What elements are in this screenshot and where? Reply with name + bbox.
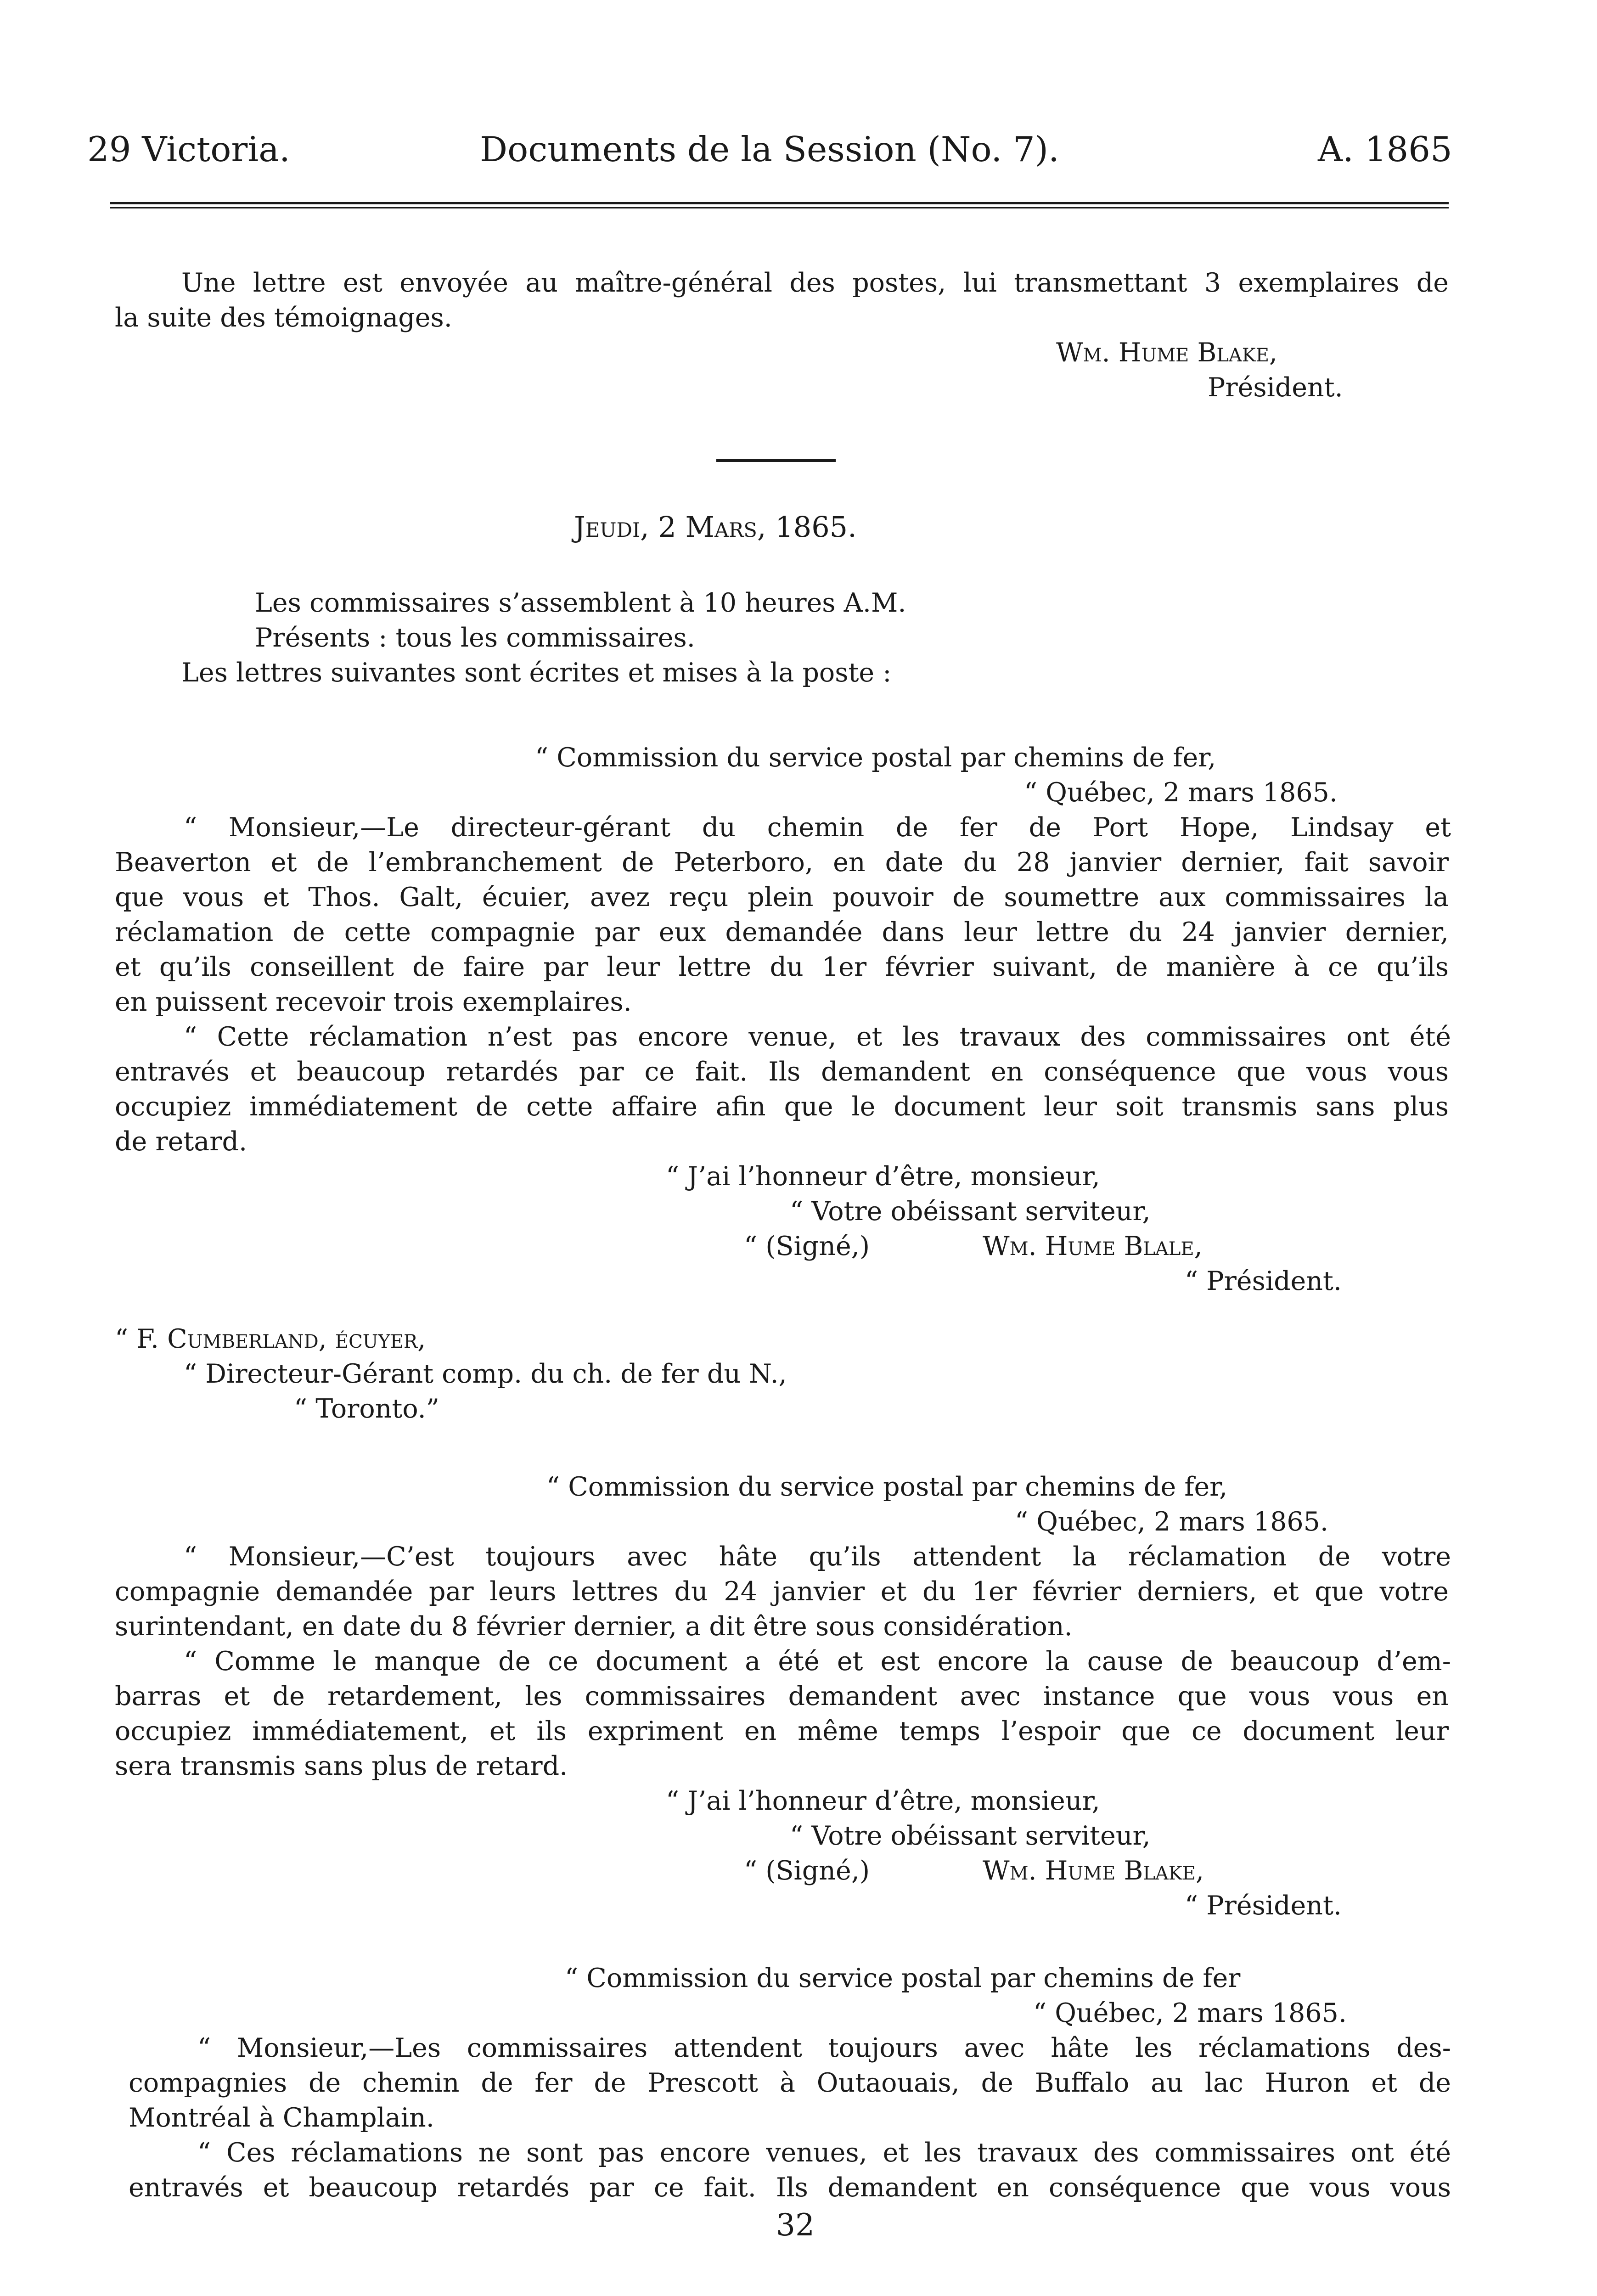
page-number: 32 <box>776 2207 815 2243</box>
letter1-p1-line-5: et qu’ils conseillent de faire par leur lettre du 1er février suivant, de manière à ce qu’ils <box>115 952 1449 982</box>
letter2-p1-line-1: “ Monsieur,—C’est toujours avec hâte qu’ils attendent la réclamation de votre <box>184 1542 1451 1572</box>
letter3-p2-line-1: “ Ces réclamations ne sont pas encore venues, et les travaux des commissaires ont été <box>197 2138 1451 2168</box>
letter2-signature-title: “ Président. <box>1185 1891 1342 1921</box>
letter1-p1-line-1: “ Monsieur,—Le directeur-gérant du chemin de fer de Port Hope, Lindsay et <box>184 812 1451 843</box>
letter3-place-date: “ Québec, 2 mars 1865. <box>1033 1998 1347 2028</box>
letter2-signature-name: Wm. Hume Blake, <box>983 1856 1204 1886</box>
meeting-line-2: Présents : tous les commissaires. <box>255 623 695 653</box>
letter1-address-1-text: “ F. Cumberland, écuyer, <box>115 1324 426 1354</box>
letter1-p2-line-2: entravés et beaucoup retardés par ce fait. Ils demandent en conséquence que vous vous <box>115 1057 1449 1087</box>
intro-line-2: la suite des témoignages. <box>115 303 452 333</box>
header-right: A. 1865 <box>1318 129 1452 169</box>
letter2-p1-line-2: compagnie demandée par leurs lettres du 24 janvier et du 1er février derniers, et que votre <box>115 1576 1449 1607</box>
header-rule <box>110 202 1449 208</box>
header-left: 29 Victoria. <box>87 129 290 169</box>
letter2-closing-1: “ J’ai l’honneur d’être, monsieur, <box>666 1786 1100 1816</box>
letter1-address-1 <box>115 1322 426 1356</box>
meeting-line-1: Les commissaires s’assemblent à 10 heures A.M. <box>255 588 906 618</box>
letter2-closing-2: “ Votre obéissant serviteur, <box>790 1821 1151 1851</box>
letter1-p1-line-3: que vous et Thos. Galt, écuier, avez reçu plein pouvoir de soumettre aux commissaires la <box>115 882 1449 912</box>
letter1-p2-line-4: de retard. <box>115 1126 247 1157</box>
intro-signature-title: Président. <box>1208 372 1343 403</box>
letter1-signature-name: Wm. Hume Blale, <box>983 1231 1203 1261</box>
letter3-p1-line-3: Montréal à Champlain. <box>129 2103 434 2133</box>
letter1-p2-line-3: occupiez immédiatement de cette affaire afin que le document leur soit transmis sans plus <box>115 1092 1449 1122</box>
letter1-place-date: “ Québec, 2 mars 1865. <box>1024 777 1338 808</box>
letter1-address-2: “ Directeur-Gérant comp. du ch. de fer du N., <box>184 1359 787 1389</box>
letter3-heading: “ Commission du service postal par chemins de fer <box>565 1963 1241 1993</box>
letter2-heading: “ Commission du service postal par chemins de fer, <box>546 1472 1228 1502</box>
date-heading: Jeudi, 2 Mars, 1865. <box>574 510 857 544</box>
letter2-p2-line-1: “ Comme le manque de ce document a été et est encore la cause de beaucoup d’em- <box>184 1646 1451 1677</box>
letter2-p1-line-3: surintendant, en date du 8 février dernier, a dit être sous considération. <box>115 1611 1073 1642</box>
letter3-p1-line-2: compagnies de chemin de fer de Prescott à Outaouais, de Buffalo au lac Huron et de <box>129 2068 1451 2098</box>
letter2-p2-line-4: sera transmis sans plus de retard. <box>115 1751 568 1781</box>
letter1-p1-line-4: réclamation de cette compagnie par eux demandée dans leur lettre du 24 janvier dernier, <box>115 917 1449 947</box>
letter1-p1-line-2: Beaverton et de l’embranchement de Peterboro, en date du 28 janvier dernier, fait savoir <box>115 847 1449 878</box>
letter1-p1-line-6: en puissent recevoir trois exemplaires. <box>115 987 632 1017</box>
letter1-address-3: “ Toronto.” <box>294 1394 439 1424</box>
letter3-p1-line-1: “ Monsieur,—Les commissaires attendent toujours avec hâte les réclamations des- <box>197 2033 1451 2063</box>
letter3-p2-line-2: entravés et beaucoup retardés par ce fait. Ils demandent en conséquence que vous vous <box>129 2172 1451 2203</box>
letter1-p2-line-1: “ Cette réclamation n’est pas encore venue, et les travaux des commissaires ont été <box>184 1022 1451 1052</box>
header-center: Documents de la Session (No. 7). <box>480 129 1059 169</box>
letter1-signature-title: “ Président. <box>1185 1266 1342 1296</box>
letter1-closing-2: “ Votre obéissant serviteur, <box>790 1196 1151 1227</box>
letter1-closing-1: “ J’ai l’honneur d’être, monsieur, <box>666 1161 1100 1192</box>
intro-signature-name: Wm. Hume Blake, <box>1056 338 1278 368</box>
letter1-signed: “ (Signé,) <box>744 1231 870 1261</box>
letter2-p2-line-3: occupiez immédiatement, et ils expriment en même temps l’espoir que ce document leur <box>115 1716 1449 1746</box>
letter2-signed: “ (Signé,) <box>744 1856 870 1886</box>
meeting-line-3: Les lettres suivantes sont écrites et mises à la poste : <box>181 658 892 688</box>
intro-line-1: Une lettre est envoyée au maître-général des postes, lui transmettant 3 exemplaires de <box>181 268 1449 298</box>
letter1-heading: “ Commission du service postal par chemins de fer, <box>535 743 1216 773</box>
letter2-place-date: “ Québec, 2 mars 1865. <box>1015 1507 1329 1537</box>
section-divider <box>716 459 836 462</box>
letter2-p2-line-2: barras et de retardement, les commissaires demandent avec instance que vous vous en <box>115 1681 1449 1711</box>
